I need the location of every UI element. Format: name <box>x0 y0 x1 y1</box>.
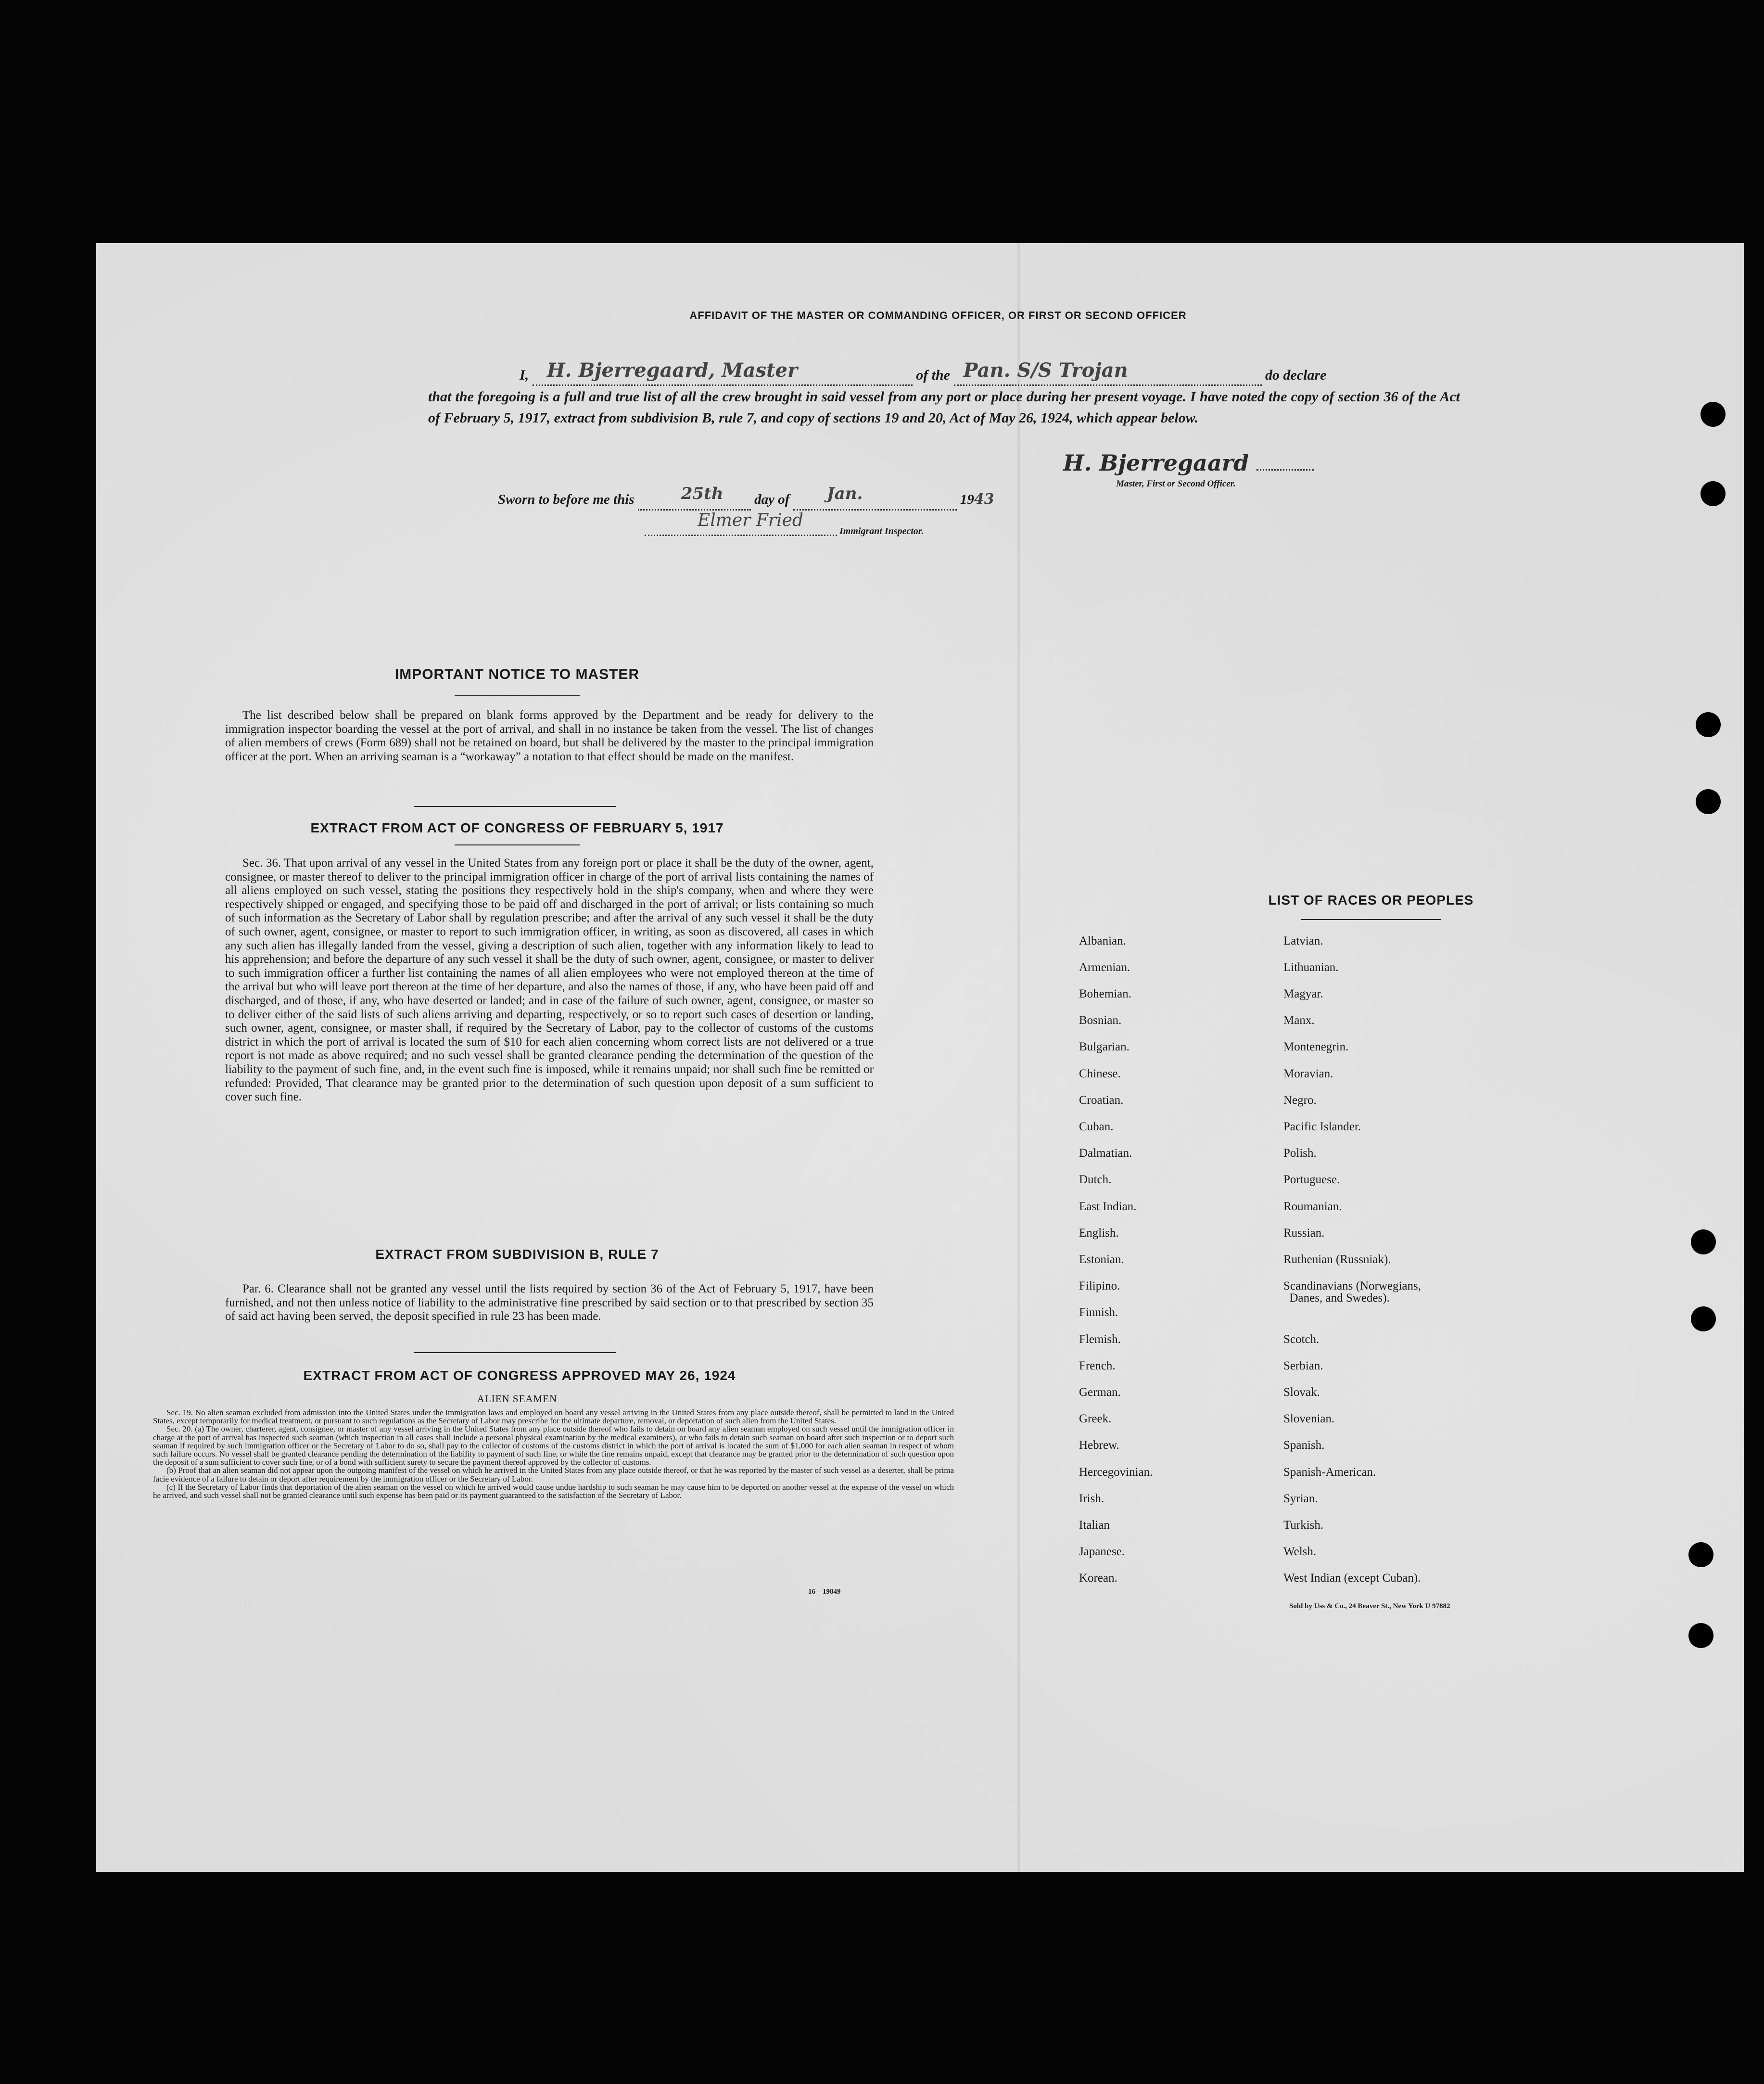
race-item: Bosnian. <box>1079 1014 1122 1027</box>
document-page <box>96 243 1744 1872</box>
rule-2 <box>455 844 580 845</box>
affidavit-declaration-line <box>520 359 1458 386</box>
race-item: Roumanian. <box>1283 1200 1342 1213</box>
race-item: Portuguese. <box>1283 1173 1340 1186</box>
rule-1 <box>414 806 616 807</box>
sworn-month-field <box>793 484 957 511</box>
extract-1924-subtitle: ALIEN SEAMEN <box>477 1393 558 1405</box>
sworn-day-handwritten: 25th <box>681 484 723 503</box>
race-item: Slovenian. <box>1283 1412 1335 1425</box>
affidavit-prefix: I, <box>520 367 529 383</box>
race-item: Serbian. <box>1283 1359 1323 1372</box>
race-item: Danes, and Swedes). <box>1283 1291 1390 1304</box>
sworn-prefix: Sworn to before me this <box>498 492 635 507</box>
race-item: Flemish. <box>1079 1333 1121 1346</box>
extract-1924-title: EXTRACT FROM ACT OF CONGRESS APPROVED MAY 26, 1924 <box>303 1368 736 1383</box>
race-item: Manx. <box>1283 1014 1315 1027</box>
inspector-signature-field <box>645 511 837 536</box>
race-item: Spanish-American. <box>1283 1466 1376 1479</box>
race-item: Finnish. <box>1079 1306 1118 1319</box>
race-item: Spanish. <box>1283 1439 1325 1452</box>
rule-3 <box>414 1352 616 1353</box>
race-item: French. <box>1079 1359 1116 1372</box>
sworn-month-handwritten: Jan. <box>826 484 863 503</box>
race-item: Lithuanian. <box>1283 961 1339 974</box>
notice-title: IMPORTANT NOTICE TO MASTER <box>394 666 640 682</box>
race-item: Scandinavians (Norwegians, <box>1283 1279 1421 1292</box>
race-item: Dalmatian. <box>1079 1147 1132 1160</box>
rule7-title: EXTRACT FROM SUBDIVISION B, RULE 7 <box>375 1247 659 1262</box>
race-item: Armenian. <box>1079 961 1130 974</box>
binder-hole <box>1701 481 1726 506</box>
race-item: Polish. <box>1283 1147 1317 1160</box>
race-item: Dutch. <box>1079 1173 1112 1186</box>
vessel-name-handwritten: Pan. S/S Trojan <box>963 359 1128 382</box>
sec20-paragraph: Sec. 20. (a) The owner, charterer, agent, consignee, or master of any vessel arriving in the United States from any place outside thereof who fails to detain on board any alien seaman employed on such vessel until the immigration officer in charge at the port of arrival has inspected such seaman (which inspection in all cases shall include a personal physical examination by the medical examiners), or who fails to detain such seaman on board after such inspection or to deport such seaman if required by such immigration officer or the Secretary of Labor to do so, shall pay to the collector of customs of the customs district in which the port of arrival is located the sum of $1,000 for each alien seaman in respect of whom such failure occurs. No vessel shall be granted clearance pending the determination of the liability to payment of such fine, or while the fine remains unpaid, except that clearance may be granted prior to the determination of such question upon the deposit of a sum sufficient to cover such fine, or of a bond with sufficient surety to secure the payment thereof approved by the collector of customs. <box>153 1424 954 1467</box>
race-item: Turkish. <box>1283 1519 1324 1532</box>
sworn-day-label: day of <box>754 492 790 507</box>
race-item: Bohemian. <box>1079 987 1132 1000</box>
notice-body: The list described below shall be prepared on blank forms approved by the Department and be ready for delivery to the immigration inspector boarding the vessel at the port of arrival, and shall in no instance be taken from the vessel. The list of changes of alien members of crews (Form 689) shall not be retained on board, but shall be delivered by the master to the principal immigration officer at the port. When an arriving seaman is a “workaway” a notation to that effect should be made on the manifest. <box>225 709 874 763</box>
signature-dotline <box>1256 464 1314 471</box>
race-item: Korean. <box>1079 1572 1117 1585</box>
inspector-signature-handwritten: Elmer Fried <box>698 511 803 530</box>
affidavit-body: that the foregoing is a full and true list of all the crew brought in said vessel from any port or place during her present voyage. I have noted the copy of section 36 of the Act of February 5, 1917, extract from subdivision B, rule 7, and copy of sections 19 and 20, Act of May 26, 1924, which appear below. <box>428 389 1460 426</box>
race-item: Albanian. <box>1079 934 1126 947</box>
race-item: German. <box>1079 1386 1121 1399</box>
race-item: Syrian. <box>1283 1492 1318 1505</box>
race-item: Croatian. <box>1079 1094 1124 1107</box>
race-item: East Indian. <box>1079 1200 1137 1213</box>
races-rule <box>1301 919 1441 920</box>
race-item: Ruthenian (Russniak). <box>1283 1253 1391 1266</box>
affidavit-heading: AFFIDAVIT OF THE MASTER OR COMMANDING OFFICER, OR FIRST OR SECOND OFFICER <box>689 309 1187 321</box>
rule7-body: Par. 6. Clearance shall not be granted any vessel until the lists required by section 36 of the Act of February 5, 1917, have been furnished, and not then unless notice of liability to the administrative fine prescribed by said section or to that prescribed by section 35 of said act having been served, the deposit specified in rule 23 has been made. <box>225 1282 874 1323</box>
vessel-name-field <box>954 359 1262 386</box>
race-item: Irish. <box>1079 1492 1104 1505</box>
sworn-year-handwritten: 43 <box>974 491 994 508</box>
binder-hole <box>1688 1542 1713 1567</box>
binder-hole <box>1696 789 1721 814</box>
inspector-caption: Immigrant Inspector. <box>839 526 924 537</box>
race-item: Filipino. <box>1079 1279 1120 1292</box>
race-item: Scotch. <box>1283 1333 1320 1346</box>
printer-credit: Sold by Uss & Co., 24 Beaver St., New York U 97882 <box>1289 1602 1450 1610</box>
race-item: Italian <box>1079 1519 1110 1532</box>
sworn-line <box>498 484 1219 511</box>
binder-hole <box>1688 1623 1713 1648</box>
extract-1917-body: Sec. 36. That upon arrival of any vessel in the United States from any foreign port or place it shall be the duty of the owner, agent, consignee, or master thereof to deliver to the principal immigration officer in charge of the port of arrival lists containing the names of all aliens employed on such vessel, stating the positions they respectively hold in the ship's company, when and where they were respectively shipped or engaged, and specifying those to be paid off and discharged in the port of arrival; or lists containing so much of such information as the Secretary of Labor shall by regulation prescribe; and after the arrival of any such vessel it shall be the duty of such owner, agent, consignee, or master to report to such immigration officer, in writing, as soon as discovered, all cases in which any such alien has illegally landed from the vessel, giving a description of such alien, together with any information likely to lead to his apprehension; and before the departure of any such vessel it shall be the duty of such owner, agent, consignee, or master to deliver to such immigration officer a further list containing the names of all alien employees who were not employed thereon at the time of the arrival but who will leave port thereon at the time of her departure, and also the names of those, if any, who have been paid off and discharged, and of those, if any, who have deserted or landed; and in case of the failure of such owner, agent, consignee, or master so to deliver either of the said lists of such aliens arriving and departing, respectively, or so to report such cases of desertion or landing, such owner, agent, consignee, or master shall, if required by the Secretary of Labor, pay to the collector of customs of the customs district in which the port of arrival is located the sum of $10 for each alien concerning whom correct lists are not delivered or a true report is not made as above required; and no such vessel shall be granted clearance pending the determination of the question of the liability to the payment of such fine, and, in the event such fine is imposed, while it remains unpaid; nor shall such fine be remitted or refunded: Provided, That clearance may be granted prior to the determination of such question upon deposit of a sum sufficient to cover such fine. <box>225 857 874 1104</box>
race-item: Welsh. <box>1283 1545 1317 1558</box>
race-item: Hercegovinian. <box>1079 1466 1153 1479</box>
form-number: 16—19849 <box>808 1588 841 1596</box>
master-signature <box>1063 450 1314 476</box>
binder-hole <box>1701 402 1726 427</box>
races-title: LIST OF RACES OR PEOPLES <box>1268 893 1474 908</box>
sec20-c-paragraph: (c) If the Secretary of Labor finds that deportation of the alien seaman on the vessel on which he arrived would cause undue hardship to such seaman he may cause him to be deported on another vessel at the expense of the vessel on which he arrived, and such vessel shall not be granted clearance until such expense has been paid or its payment guaranteed to the satisfaction of the Secretary of Labor. <box>153 1482 954 1500</box>
race-item: Pacific Islander. <box>1283 1120 1361 1133</box>
affidavit-do-declare: do declare <box>1265 367 1327 383</box>
master-signature-caption: Master, First or Second Officer. <box>1116 479 1236 489</box>
race-item: Bulgarian. <box>1079 1040 1129 1053</box>
sec20-b-paragraph: (b) Proof that an alien seaman did not appear upon the outgoing manifest of the vessel on which he arrived in the United States from any place outside thereof, or that he was reported by the master of such vessel as a deserter, shall be prima facie evidence of a failure to detain or deport after requirement by the immigration officer or the Secretary of Labor. <box>153 1466 954 1483</box>
binder-hole <box>1691 1306 1716 1331</box>
extract-1917-title: EXTRACT FROM ACT OF CONGRESS OF FEBRUARY 5, 1917 <box>310 820 724 835</box>
page-fold <box>1017 243 1020 1872</box>
sec19-paragraph: Sec. 19. No alien seaman excluded from admission into the United States under the immigration laws and employed on board any vessel arriving in the United States from any place outside thereof, shall be permitted to land in the United States, except temporarily for medical treatment, or pursuant to such regulations as the Secretary of Labor may prescribe for the ultimate departure, removal, or deportation of such alien from the United States. <box>153 1408 954 1426</box>
race-item: Greek. <box>1079 1412 1112 1425</box>
race-item: Chinese. <box>1079 1067 1121 1080</box>
sworn-year-prefix: 19 <box>960 492 974 507</box>
extract-1924-body <box>153 1408 954 1499</box>
master-signature-text: H. Bjerregaard <box>1063 450 1249 476</box>
race-item: Japanese. <box>1079 1545 1125 1558</box>
race-item: Latvian. <box>1283 934 1323 947</box>
notice-rule <box>455 695 580 696</box>
race-item: Hebrew. <box>1079 1439 1119 1452</box>
race-item: West Indian (except Cuban). <box>1283 1572 1421 1585</box>
affidavit-of-the: of the <box>916 367 951 383</box>
master-name-handwritten: H. Bjerregaard, Master <box>546 359 798 382</box>
master-name-field <box>533 359 913 386</box>
race-item: Russian. <box>1283 1227 1325 1240</box>
race-item: Slovak. <box>1283 1386 1320 1399</box>
race-item: Estonian. <box>1079 1253 1124 1266</box>
binder-hole <box>1696 712 1721 737</box>
sworn-day-field <box>638 484 751 511</box>
race-item: Negro. <box>1283 1094 1317 1107</box>
race-item: Montenegrin. <box>1283 1040 1349 1053</box>
race-item: Cuban. <box>1079 1120 1114 1133</box>
binder-hole <box>1691 1229 1716 1254</box>
race-item: Moravian. <box>1283 1067 1333 1080</box>
race-item: English. <box>1079 1227 1119 1240</box>
race-item: Magyar. <box>1283 987 1323 1000</box>
